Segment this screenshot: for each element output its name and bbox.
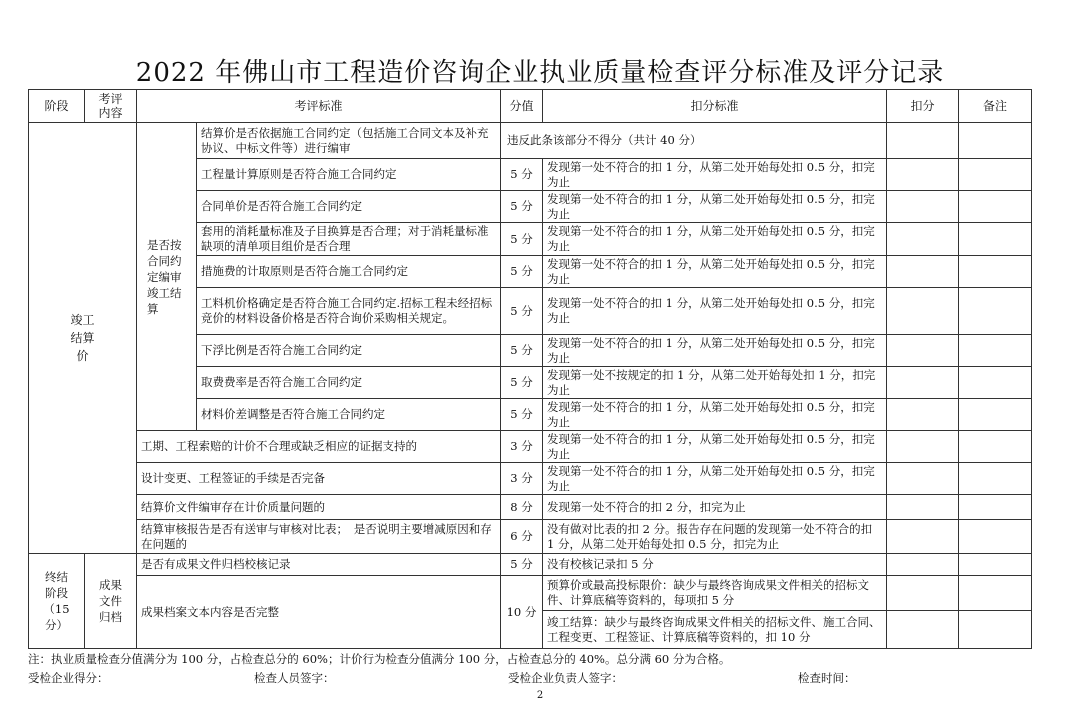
deduct-cell (887, 256, 959, 288)
footnote: 注：执业质量检查分值满分为 100 分，占检查总分的 60%；计价行为检查分值满分 100 分，占检查总分的 40%。总分满 60 分为合格。 (28, 652, 731, 666)
deduct-cell (887, 463, 959, 495)
points-cell: 10 分 (501, 576, 543, 649)
deduction-cell: 发现第一处不符合的扣 1 分，从第二处开始每处扣 0.5 分，扣完为止 (543, 223, 887, 256)
points-cell: 5 分 (501, 335, 543, 367)
points-cell: 5 分 (501, 399, 543, 431)
deduction-cell: 违反此条该部分不得分（共计 40 分） (501, 123, 887, 159)
inspector-signature-label: 检查人员签字： (254, 671, 335, 685)
criterion-cell: 下浮比例是否符合施工合同约定 (197, 335, 501, 367)
deduction-cell: 发现第一处不符合的扣 1 分，从第二处开始每处扣 0.5 分，扣完为止 (543, 431, 887, 463)
points-cell: 5 分 (501, 223, 543, 256)
points-cell: 5 分 (501, 554, 543, 576)
remarks-cell (959, 223, 1032, 256)
criterion-cell: 工期、工程索赔的计价不合理或缺乏相应的证据支持的 (137, 431, 501, 463)
page-title: 2022 年佛山市工程造价咨询企业执业质量检查评分标准及评分记录 (135, 58, 945, 88)
deduct-cell (887, 288, 959, 335)
criterion-cell: 合同单价是否符合施工合同约定 (197, 191, 501, 223)
remarks-cell (959, 611, 1032, 649)
criterion-cell: 取费费率是否符合施工合同约定 (197, 367, 501, 399)
table-row (29, 123, 1032, 159)
table-row (29, 520, 1032, 554)
points-cell: 5 分 (501, 159, 543, 191)
deduct-cell (887, 520, 959, 554)
remarks-cell (959, 367, 1032, 399)
remarks-cell (959, 288, 1032, 335)
signature-row (28, 670, 1031, 686)
header-content: 考评 内容 (85, 90, 137, 123)
content-cell: 成果 文件 归档 (85, 554, 137, 649)
remarks-cell (959, 495, 1032, 520)
deduction-cell: 没有做对比表的扣 2 分。报告存在问题的发现第一处不符合的扣 1 分，从第二处开始每处扣 0.5 分，扣完为止 (543, 520, 887, 554)
content-group-cell: 是否按 合同约 定编审 竣工结 算 (137, 123, 197, 431)
criterion-cell: 成果档案文本内容是否完整 (137, 576, 501, 649)
points-cell: 5 分 (501, 288, 543, 335)
deduct-cell (887, 223, 959, 256)
deduction-cell: 预算价或最高投标限价：缺少与最终咨询成果文件相关的招标文件、计算底稿等资料的，每项扣 5 分 (543, 576, 887, 611)
criterion-cell: 结算价文件编审存在计价质量问题的 (137, 495, 501, 520)
deduct-cell (887, 611, 959, 649)
deduct-cell (887, 335, 959, 367)
table-row (29, 463, 1032, 495)
remarks-cell (959, 520, 1032, 554)
company-score-label: 受检企业得分： (28, 671, 109, 685)
points-cell: 3 分 (501, 463, 543, 495)
header-points: 分值 (501, 90, 543, 123)
remarks-cell (959, 399, 1032, 431)
scoring-table (28, 89, 1032, 649)
deduction-cell: 发现第一处不符合的扣 2 分，扣完为止 (543, 495, 887, 520)
stage-cell: 终结 阶段 （15 分） (29, 554, 85, 649)
deduction-cell: 发现第一处不符合的扣 1 分，从第二处开始每处扣 0.5 分，扣完为止 (543, 399, 887, 431)
deduction-cell: 发现第一处不符合的扣 1 分，从第二处开始每处扣 0.5 分，扣完为止 (543, 159, 887, 191)
criterion-cell: 材料价差调整是否符合施工合同约定 (197, 399, 501, 431)
table-row (29, 495, 1032, 520)
criterion-cell: 结算审核报告是否有送审与审核对比表； 是否说明主要增减原因和存在问题的 (137, 520, 501, 554)
remarks-cell (959, 159, 1032, 191)
remarks-cell (959, 576, 1032, 611)
page-number: 2 (536, 690, 544, 701)
criterion-cell: 结算价是否依据施工合同约定（包括施工合同文本及补充协议、中标文件等）进行编审 (197, 123, 501, 159)
remarks-cell (959, 431, 1032, 463)
deduct-cell (887, 495, 959, 520)
points-cell: 3 分 (501, 431, 543, 463)
table-row (29, 554, 1032, 576)
deduct-cell (887, 431, 959, 463)
points-cell: 5 分 (501, 256, 543, 288)
points-cell: 8 分 (501, 495, 543, 520)
header-standard: 考评标准 (137, 90, 501, 123)
points-cell: 5 分 (501, 367, 543, 399)
deduct-cell (887, 191, 959, 223)
deduction-cell: 发现第一处不按规定的扣 1 分，从第二处开始每处扣 1 分，扣完为止 (543, 367, 887, 399)
header-deduction-standard: 扣分标准 (543, 90, 887, 123)
deduction-cell: 发现第一处不符合的扣 1 分，从第二处开始每处扣 0.5 分，扣完为止 (543, 256, 887, 288)
remarks-cell (959, 463, 1032, 495)
deduct-cell (887, 159, 959, 191)
table-row (29, 576, 1032, 611)
inspection-date-label: 检查时间： (798, 671, 856, 685)
deduct-cell (887, 367, 959, 399)
remarks-cell (959, 123, 1032, 159)
criterion-cell: 工程量计算原则是否符合施工合同约定 (197, 159, 501, 191)
criterion-cell: 设计变更、工程签证的手续是否完备 (137, 463, 501, 495)
deduction-cell: 发现第一处不符合的扣 1 分，从第二处开始每处扣 0.5 分，扣完为止 (543, 191, 887, 223)
criterion-cell: 是否有成果文件归档校核记录 (137, 554, 501, 576)
points-cell: 6 分 (501, 520, 543, 554)
deduction-cell: 发现第一处不符合的扣 1 分，从第二处开始每处扣 0.5 分，扣完为止 (543, 463, 887, 495)
stage-cell: 竣工 结算 价 (29, 123, 137, 554)
deduction-cell: 发现第一处不符合的扣 1 分，从第二处开始每处扣 0.5 分，扣完为止 (543, 288, 887, 335)
remarks-cell (959, 191, 1032, 223)
company-head-signature-label: 受检企业负责人签字： (508, 671, 623, 685)
deduction-cell: 发现第一处不符合的扣 1 分，从第二处开始每处扣 0.5 分，扣完为止 (543, 335, 887, 367)
remarks-cell (959, 554, 1032, 576)
deduction-cell: 竣工结算：缺少与最终咨询成果文件相关的招标文件、施工合同、工程变更、工程签证、计算底稿等资料的，扣 10 分 (543, 611, 887, 649)
deduct-cell (887, 399, 959, 431)
remarks-cell (959, 256, 1032, 288)
deduct-cell (887, 576, 959, 611)
points-cell: 5 分 (501, 191, 543, 223)
deduct-cell (887, 123, 959, 159)
criterion-cell: 工料机价格确定是否符合施工合同约定.招标工程未经招标竞价的材料设备价格是否符合询价采购相关规定。 (197, 288, 501, 335)
deduction-cell: 没有校核记录扣 5 分 (543, 554, 887, 576)
table-row (29, 431, 1032, 463)
deduct-cell (887, 554, 959, 576)
header-stage: 阶段 (29, 90, 85, 123)
table-header-row (29, 90, 1032, 123)
header-remarks: 备注 (959, 90, 1032, 123)
remarks-cell (959, 335, 1032, 367)
header-deduct: 扣分 (887, 90, 959, 123)
criterion-cell: 套用的消耗量标准及子目换算是否合理；对于消耗量标准缺项的清单项目组价是否合理 (197, 223, 501, 256)
criterion-cell: 措施费的计取原则是否符合施工合同约定 (197, 256, 501, 288)
